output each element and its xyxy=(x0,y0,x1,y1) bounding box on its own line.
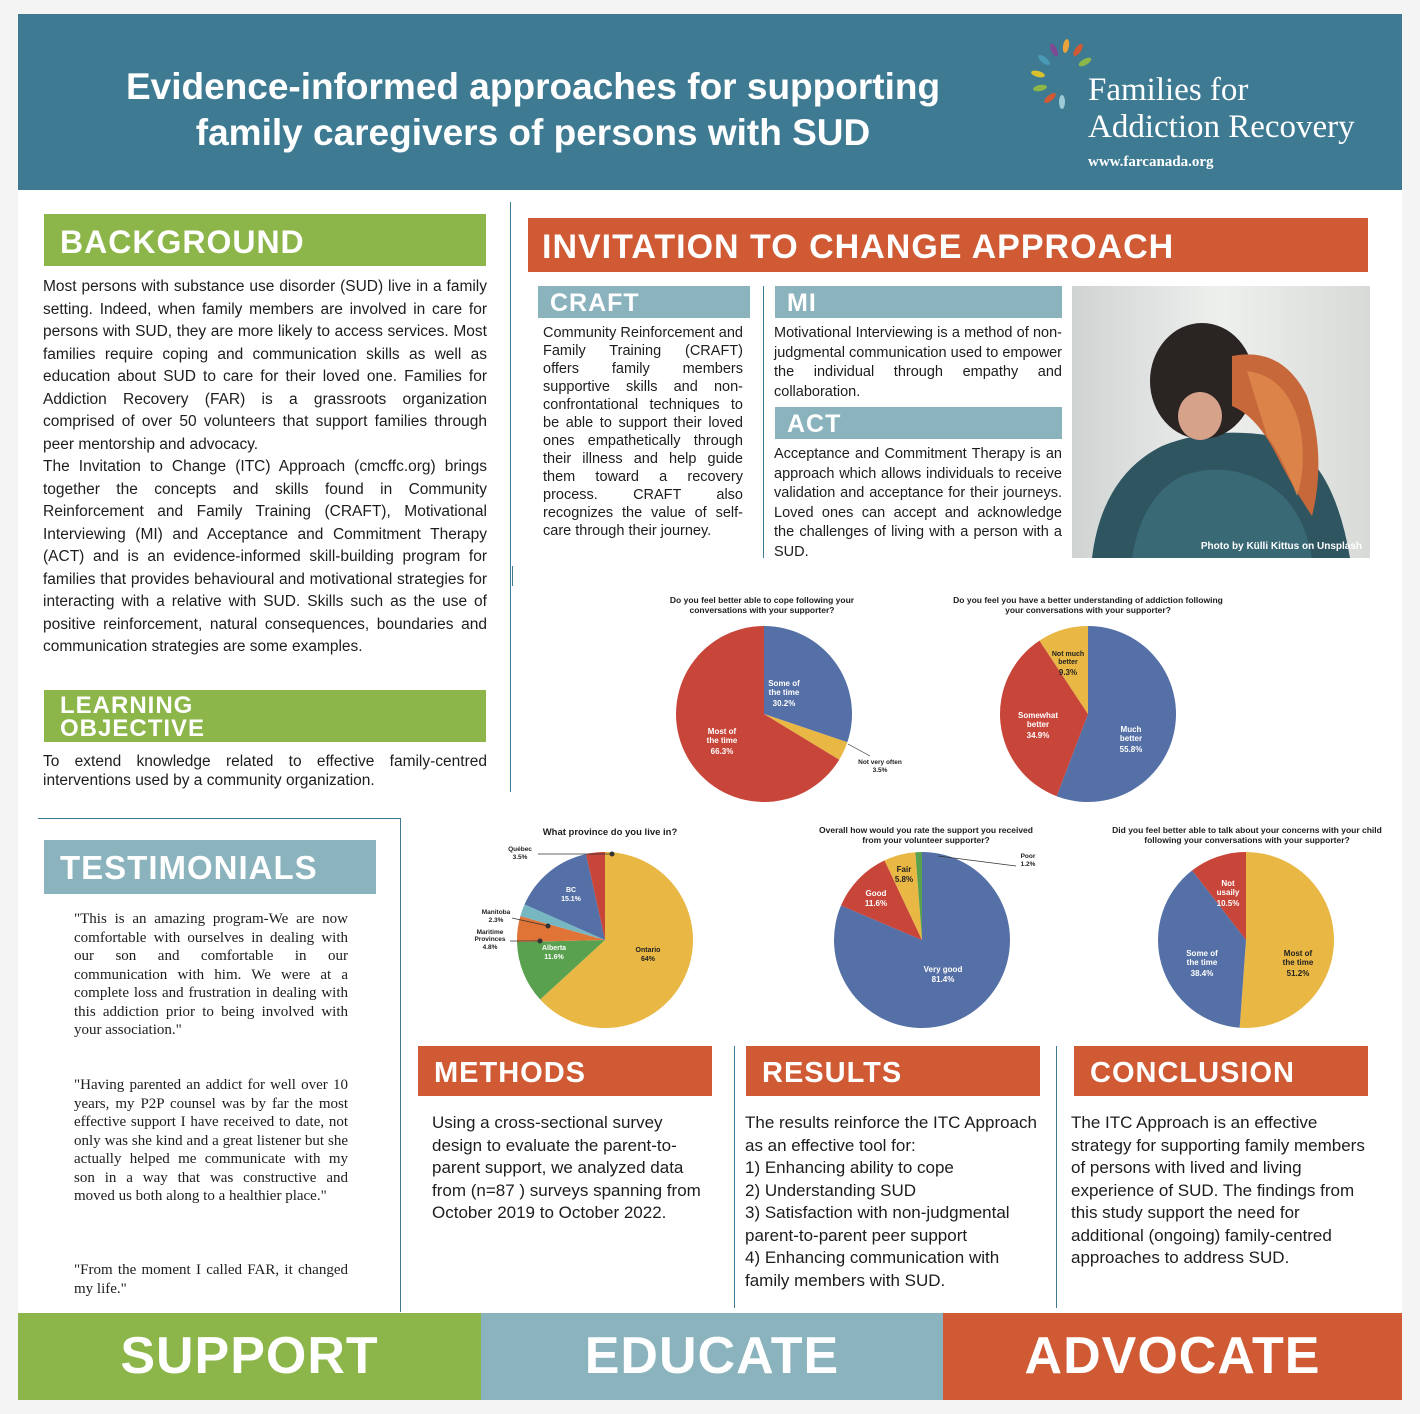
chart-5-label-most: Most of xyxy=(1283,949,1313,958)
testimonial-1: "This is an amazing program-We are now comfortable with ourselves in dealing with our son and comfortable in our communication with him. We were at a complete loss and frustration in dealing with this addiction prior to being involved with your association." xyxy=(74,911,348,1038)
chart-4-label-good: Good xyxy=(865,889,887,898)
chart-3-label-ontario-v: 64% xyxy=(640,956,656,963)
results-line-4: 4) Enhancing communication with family members with SUD. xyxy=(745,1248,1000,1290)
chart-2-label-notmuch-2: better xyxy=(1058,659,1078,666)
chart-4-label-fair-v: 5.8% xyxy=(894,875,914,884)
footer-support: SUPPORT xyxy=(18,1313,481,1400)
chart-3-label-qc-v: 3.5% xyxy=(512,854,528,861)
chart-5-title: Did you feel better able to talk about your concerns with your child following your conversations with your supporter? xyxy=(1112,825,1382,845)
chart-1-label-some-v: 30.2% xyxy=(772,699,796,708)
results-line-2: 2) Understanding SUD xyxy=(745,1180,917,1200)
footer-advocate: ADVOCATE xyxy=(943,1313,1402,1400)
act-heading-text: ACT xyxy=(787,410,842,438)
chart-4-label-poor: Poor xyxy=(1020,853,1036,860)
chart-2-understanding xyxy=(978,618,1208,818)
chart-5-label-not: Not xyxy=(1221,879,1235,888)
chart-3-label-mp-2: Provinces xyxy=(474,936,506,943)
chart-4-rating xyxy=(818,844,1058,1044)
itc-heading-text: INVITATION TO CHANGE APPROACH xyxy=(542,228,1175,266)
chart-3-label-qc: Québec xyxy=(508,846,532,853)
craft-text: Community Reinforcement and Family Training (CRAFT) offers family members supportive skills and non-confrontational techniques to be able to support their loved ones empathetically through their illness and help guide them toward a recovery process. CRAFT also recognizes the value of self-care through their journey. xyxy=(543,325,743,539)
chart-4-label-good-v: 11.6% xyxy=(864,899,888,908)
craft-heading-text: CRAFT xyxy=(550,289,640,317)
methods-heading xyxy=(418,1046,712,1096)
divider-craft-mi xyxy=(763,286,764,558)
chart-2-label-much-v: 55.8% xyxy=(1119,745,1143,754)
chart-1-label-most-2: the time xyxy=(706,736,738,745)
chart-5-label-not-2: usaily xyxy=(1216,888,1240,897)
conclusion-heading xyxy=(1074,1046,1368,1096)
craft-heading xyxy=(538,286,750,318)
chart-3-dot-mb xyxy=(546,924,551,929)
header-banner xyxy=(18,14,1402,190)
mi-text: Motivational Interviewing is a method of non-judgmental communication used to empower the individual through empathy and collaboration. xyxy=(774,325,1062,400)
testimonials-heading-text: TESTIMONIALS xyxy=(60,849,318,886)
photo-illustration xyxy=(1072,286,1370,558)
chart-1-cope xyxy=(658,618,918,818)
far-logo xyxy=(1028,36,1388,186)
poster-title xyxy=(28,64,1038,156)
chart-1-leader xyxy=(848,744,870,756)
chart-5-label-not-v: 10.5% xyxy=(1216,899,1240,908)
background-para-1: Most persons with substance use disorder (SUD) live in a family setting. Indeed, when family members are involved in care for persons with SUD, they are more likely to access services. Most families require coping and communication skills as well as education about SUD to care for their loved one. Families for Addiction Recovery (FAR) is a grassroots organization comprised of over 50 volunteers that support families through peer mentorship and advocacy. xyxy=(43,278,487,453)
chart-4-label-fair: Fair xyxy=(896,865,912,874)
chart-2-label-somewhat-v: 34.9% xyxy=(1026,731,1050,740)
methods-heading-text: METHODS xyxy=(434,1057,586,1089)
chart-3-label-ontario: Ontario xyxy=(635,947,661,954)
title-line-2: family caregivers of persons with SUD xyxy=(195,112,871,153)
chart-3-label-alberta: Alberta xyxy=(541,945,567,952)
chart-3-dot-qc xyxy=(610,852,615,857)
chart-3-dot-mp xyxy=(538,939,543,944)
chart-4-title: Overall how would you rate the support you received from your volunteer supporter? xyxy=(819,825,1033,845)
results-text xyxy=(745,1112,1045,1292)
results-line-intro: The results reinforce the ITC Approach as an effective tool for: xyxy=(745,1113,1037,1155)
chart-3-province xyxy=(426,840,716,1030)
chart-2-label-notmuch-v: 9.3% xyxy=(1058,668,1078,677)
learning-objective-heading xyxy=(44,690,486,742)
chart-3-label-bc-v: 15.1% xyxy=(561,896,581,903)
results-heading-text: RESULTS xyxy=(762,1057,903,1089)
divider-testimonials-right xyxy=(400,818,401,1312)
chart-5-label-some-v: 38.4% xyxy=(1190,969,1214,978)
logo-line-2: Addiction Recovery xyxy=(1088,109,1355,145)
title-line-1: Evidence-informed approaches for supporting xyxy=(125,66,941,107)
learning-heading-line-1: LEARNING xyxy=(60,692,194,719)
chart-5-label-most-2: the time xyxy=(1282,958,1314,967)
conclusion-heading-text: CONCLUSION xyxy=(1090,1057,1295,1089)
divider-left xyxy=(510,202,511,792)
chart-5-slice-most-of-the-time xyxy=(1240,852,1334,1028)
background-heading xyxy=(44,214,486,266)
chart-1-label-most: Most of xyxy=(707,727,737,736)
hugging-couple-photo xyxy=(1072,286,1370,558)
chart-3-label-mp-v: 4.8% xyxy=(482,944,498,951)
testimonials-heading xyxy=(44,840,376,894)
divider-methods-results xyxy=(734,1046,735,1308)
leaf-burst-icon xyxy=(1028,36,1092,126)
results-line-3: 3) Satisfaction with non-judgmental parent-to-parent peer support xyxy=(745,1203,1010,1245)
learning-heading-line-2: OBJECTIVE xyxy=(60,715,206,742)
mi-heading xyxy=(775,286,1062,318)
learning-objective-text: To extend knowledge related to effective family-centred interventions used by a community organization. xyxy=(43,753,487,789)
chart-2-label-notmuch: Not much xyxy=(1051,651,1085,658)
mi-heading-text: MI xyxy=(787,289,817,317)
photo-credit: Photo by Külli Kittus on Unsplash xyxy=(1200,541,1362,552)
logo-line-1: Families for xyxy=(1088,72,1249,108)
background-para-2: The Invitation to Change (ITC) Approach (cmcffc.org) brings together the concepts and skills found in Community Reinforcement and Family Training (CRAFT), Motivational Interviewing (MI) and Acceptance and Commitment Therapy (ACT) and is an evidence-informed skill-building program for families that provides behavioural and motivational strategies for interacting with a relative with SUD. Skills such as the use of positive reinforcement, natural consequences, boundaries and communication strategies are some examples. xyxy=(43,458,487,655)
chart-3-label-mb-v: 2.3% xyxy=(488,917,504,924)
act-text: Acceptance and Commitment Therapy is an approach which allows individuals to receive validation and acceptance for their journeys. Loved ones can accept and acknowledge the challenges of living with a person with a SUD. xyxy=(774,446,1062,560)
conclusion-text: The ITC Approach is an effective strategy for supporting family members of persons with lived and living experience of SUD. The findings from this study support the need for additional (ongoing) family-centred approaches to address SUD. xyxy=(1071,1113,1365,1267)
results-heading xyxy=(746,1046,1040,1096)
chart-1-label-most-v: 66.3% xyxy=(710,747,734,756)
poster xyxy=(18,14,1402,1400)
chart-3-label-mb: Manitoba xyxy=(481,909,511,916)
chart-2-title: Do you feel you have a better understanding of addiction following your conversations with your supporter? xyxy=(953,595,1223,615)
chart-3-label-alberta-v: 11.6% xyxy=(544,954,564,961)
divider-charts xyxy=(512,566,513,586)
chart-5-label-some-2: the time xyxy=(1186,958,1218,967)
chart-5-talk xyxy=(1128,844,1358,1044)
testimonial-2: "Having parented an addict for well over 10 years, my P2P counsel was by far the most effective support I have received to date, not only was she kind and a great listener but she actually helped me communicate with my son in a way that was constructive and moved us both along to a healthier place." xyxy=(74,1077,348,1204)
chart-3-label-mp: Maritime xyxy=(476,929,504,936)
chart-3-label-bc: BC xyxy=(565,887,577,894)
methods-text: Using a cross-sectional survey design to evaluate the parent-to-parent support, we analyzed data from (n=87 ) surveys spanning from October 2019 to October 2022. xyxy=(432,1113,701,1222)
chart-2-label-somewhat: Somewhat xyxy=(1017,711,1059,720)
act-heading xyxy=(775,407,1062,439)
chart-2-label-somewhat-2: better xyxy=(1026,720,1050,729)
background-heading-text: BACKGROUND xyxy=(60,224,305,260)
chart-5-label-some: Some of xyxy=(1186,949,1218,958)
chart-5-label-most-v: 51.2% xyxy=(1286,969,1310,978)
chart-3-title: What province do you live in? xyxy=(542,827,678,838)
background-text xyxy=(43,276,487,659)
divider-testimonials-top xyxy=(38,818,400,819)
results-line-1: 1) Enhancing ability to cope xyxy=(745,1158,954,1177)
logo-name xyxy=(1088,72,1355,146)
testimonial-3: "From the moment I called FAR, it changed my life." xyxy=(74,1262,348,1297)
divider-results-conclusion xyxy=(1056,1046,1057,1308)
chart-1-title: Do you feel better able to cope following your conversations with your supporter? xyxy=(669,595,855,615)
logo-url[interactable]: www.farcanada.org xyxy=(1088,154,1214,170)
itc-heading xyxy=(528,218,1368,272)
chart-1-label-some: Some of xyxy=(768,679,800,688)
chart-4-label-poor-v: 1.2% xyxy=(1020,861,1036,868)
chart-1-label-some-2: the time xyxy=(768,688,800,697)
chart-2-label-much: Much xyxy=(1120,725,1142,734)
chart-4-label-verygood-v: 81.4% xyxy=(931,975,955,984)
chart-4-label-verygood: Very good xyxy=(923,965,963,974)
chart-1-label-notoften: Not very often xyxy=(858,759,902,766)
footer-educate: EDUCATE xyxy=(481,1313,943,1400)
chart-2-label-much-2: better xyxy=(1119,734,1143,743)
chart-1-label-notoften-v: 3.5% xyxy=(872,767,888,774)
